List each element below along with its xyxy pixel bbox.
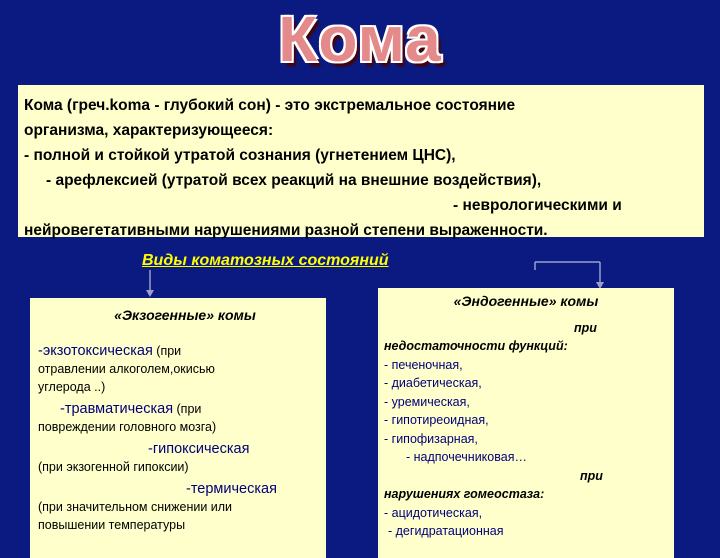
definition-box [18,85,704,237]
slide-title: Кома [278,3,442,75]
endogenous-title: «Эндогенные» комы [453,293,599,309]
definition-line-3: - полной и стойкой утратой сознания (угнетением ЦНС), [24,147,456,164]
endo-line-12: - дегидратационная [388,524,504,538]
definition-line-4: - арефлексией (утратой всех реакций на внешние воздействия), [46,172,542,189]
exo-item-hypoxic: -гипоксическая [148,441,250,457]
exo-note-hypoxic: (при экзогенной гипоксии) [38,460,189,474]
endo-line-6: - гипотиреоидная, [384,413,489,427]
exogenous-title: «Экзогенные» комы [114,307,256,323]
endo-line-2: недостаточности функций: [384,339,568,353]
exo-note-traumatic: повреждении головного мозга) [38,420,217,434]
exo-item-exotoxic: -экзотоксическая (при [38,343,182,359]
endo-line-11: - ацидотическая, [384,505,483,520]
types-subtitle: Виды коматозных состояний [142,252,389,269]
endo-line-7: - гипофизарная, [384,431,478,446]
endo-line-8: - надпочечниковая… [406,450,527,464]
endo-line-9: при [580,468,603,483]
exo-note-thermal-2: повышении температуры [38,518,186,532]
definition-line-5: - неврологическими и [453,197,622,214]
exo-note-thermal-1: (при значительном снижении или [38,500,233,514]
exo-note-exotoxic-2: углерода ..) [38,380,106,394]
definition-line-1: Кома (греч.koma - глубокий сон) - это экстремальное состояние [24,97,516,114]
endo-line-5: - уремическая, [384,394,470,409]
exogenous-panel [30,298,326,558]
definition-line-2: организма, характеризующееся: [24,122,274,139]
exo-note-exotoxic-1: отравлении алкоголем,окисью [38,362,215,376]
endogenous-panel [378,288,674,558]
definition-line-6: нейровегетативными нарушениями разной степени выраженности. [24,222,548,239]
exo-item-thermal: -термическая [186,481,277,497]
endo-line-10: нарушениях гомеостаза: [384,487,545,501]
endo-line-3: - печеночная, [384,357,463,372]
exo-item-traumatic: -травматическая (при [60,401,202,417]
endo-line-1: при [574,320,597,335]
endo-line-4: - диабетическая, [384,376,482,390]
